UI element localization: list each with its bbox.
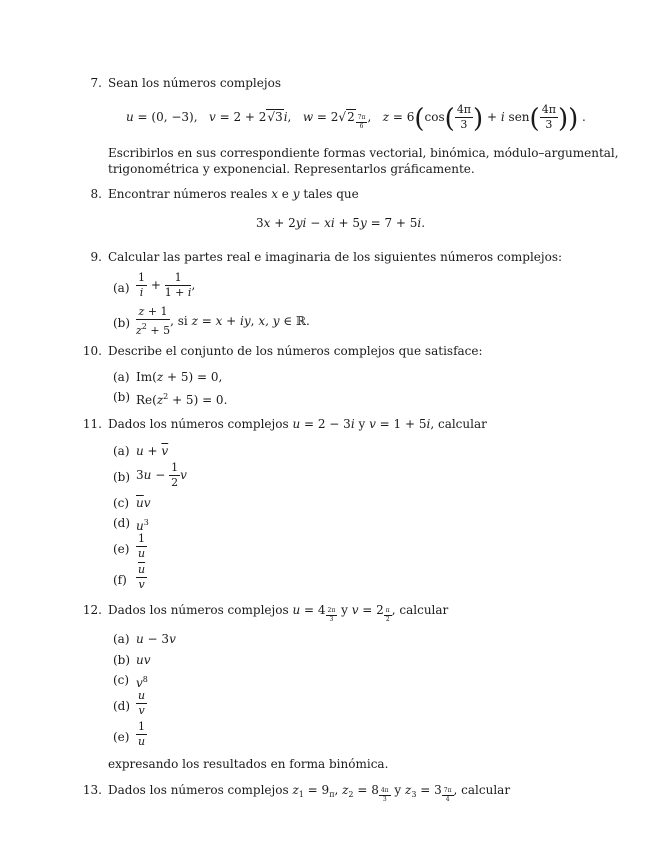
problem-11-item-e-expr: $\frac{1}{u}$	[137, 532, 146, 560]
problem-7-number: 7.	[90, 76, 102, 90]
problem-7-paragraph-line-1: Escribirlos en sus correspondiente formas vectorial, binómica, módulo–argumental,	[108, 146, 619, 160]
problem-10-item-a-label: (a)	[113, 370, 130, 384]
problem-12-number: 12.	[82, 603, 102, 617]
problem-10-item-b-expr: $Re(z^2 + 5) = 0$.	[136, 392, 228, 407]
problem-11-item-f-expr: $\frac{\overline{u}}{v}$	[138, 563, 146, 591]
problem-10-statement: Describe el conjunto de los números complejos que satisface:	[108, 344, 483, 358]
problem-13-number: 13.	[82, 783, 102, 797]
problem-12-item-c-expr: $v^8$	[136, 675, 148, 690]
problem-11-item-a-label: (a)	[113, 444, 130, 458]
problem-11-item-d-label: (d)	[113, 516, 131, 530]
problem-11-item-b-expr: 3u − $\frac{1}{2}$ v	[136, 461, 187, 489]
problem-12-item-d-expr: $\frac{u}{v}$	[138, 689, 146, 717]
problem-11-item-e-label: (e)	[113, 542, 130, 556]
problem-8-number: 8.	[90, 187, 102, 201]
problem-8-equation: 3x + 2yi − xi + 5y = 7 + 5i.	[256, 216, 426, 230]
problem-12-statement: Dados los números complejos u = 4 $_{\frac{2\pi}{3}}$ y v = 2 $_{\frac{\pi}{2}}$ , calcular	[108, 603, 449, 623]
problem-9-item-a-label: (a)	[113, 281, 130, 295]
problem-12-item-b-expr: uv	[136, 653, 151, 667]
problem-11-item-c-expr: $\overline{u}v$	[136, 496, 151, 510]
problem-7-statement: Sean los números complejos	[108, 76, 281, 90]
problem-12-item-c-label: (c)	[113, 673, 130, 687]
problem-11-item-c-label: (c)	[113, 496, 130, 510]
problem-12-item-a-label: (a)	[113, 632, 130, 646]
problem-9-item-b-label: (b)	[113, 316, 131, 330]
problem-11-number: 11.	[82, 417, 102, 431]
problem-12-item-b-label: (b)	[113, 653, 131, 667]
problem-12-item-e-expr: $\frac{1}{u}$	[137, 720, 146, 748]
problem-12-closing: expresando los resultados en forma binómica.	[108, 757, 389, 771]
problem-9-item-a-expr: $\frac{1}{i}$ + $\frac{1}{1 + i}$ ,	[138, 271, 196, 299]
problem-12-item-d-label: (d)	[113, 699, 131, 713]
problem-9-number: 9.	[90, 250, 102, 264]
problem-10-item-a-expr: Im(z + 5) = 0,	[136, 370, 223, 384]
problem-11-statement: Dados los números complejos u = 2 − 3i y v = 1 + 5i, calcular	[108, 417, 487, 431]
problem-13-statement: Dados los números complejos $z_1 = 9_\pi$, $z_2 = 8$ $_{\frac{4\pi}{3}}$ y $z_3 = 3$ $_{\frac{7\pi}{4}}$ , calcular	[108, 783, 511, 803]
problem-9-statement: Calcular las partes real e imaginaria de los siguientes números complejos:	[108, 250, 563, 264]
problem-7-paragraph-line-2: trigonométrica y exponencial. Representarlos gráficamente.	[108, 162, 475, 176]
problem-12-item-e-label: (e)	[113, 730, 130, 744]
problem-11-item-f-label: (f)	[113, 573, 127, 587]
problem-11-item-d-expr: $u^3$	[136, 518, 149, 533]
problem-12-item-a-expr: u − 3v	[136, 632, 176, 646]
problem-7-equation: u = (0, −3), v = 2 + 2√3i, w = 2√2 $_{\frac{7\pi}{6}}$ , z = 6(cos( $\frac{4\pi}{3}$ ) + i sen( $\frac{4\pi}{3}$ )) .	[126, 103, 586, 134]
problem-9-item-b-expr: $\frac{z + 1}{z^2 + 5}$ , si z = x + iy, x, y ∈ ℝ.	[136, 305, 310, 337]
problem-11-item-a-expr: $u + \overline{v}$	[136, 444, 169, 458]
problem-11-item-b-label: (b)	[113, 470, 131, 484]
problem-8-statement: Encontrar números reales x e y tales que	[108, 187, 359, 201]
problem-10-item-b-label: (b)	[113, 390, 131, 404]
problem-10-number: 10.	[82, 344, 102, 358]
